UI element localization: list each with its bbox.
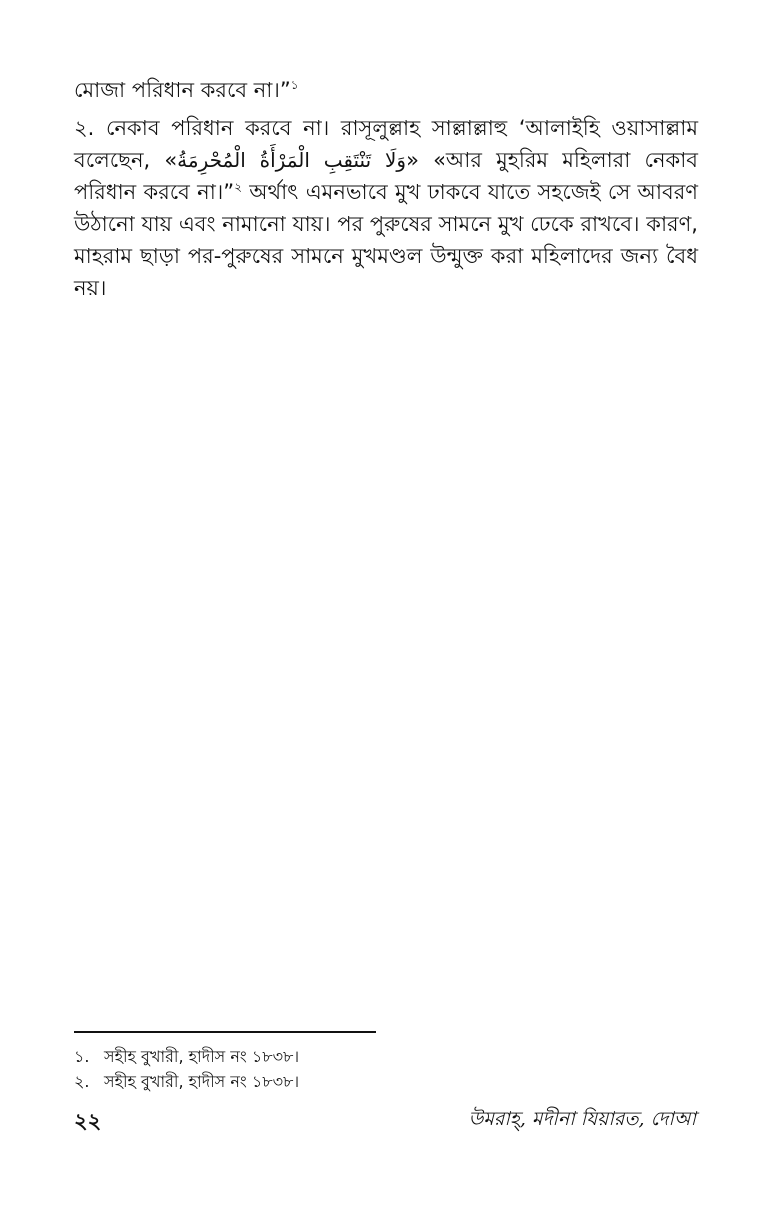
footnote-separator xyxy=(74,1031,376,1033)
footnote-number: ২. xyxy=(74,1072,90,1091)
footnote-number: ১. xyxy=(74,1047,90,1066)
footnote-ref-1: ১ xyxy=(290,78,299,92)
paragraph-1-text: মোজা পরিধান করবে না।” xyxy=(74,78,291,102)
paragraph-2-text-after-arabic: » «আর মুহরিম মহিলারা নেকাব পরিধান করবে না।” xyxy=(74,148,698,204)
footnotes xyxy=(74,1044,574,1094)
paragraph-2-text-before-arabic: ২. নেকাব পরিধান করবে না। রাসূলুল্লাহ সাল্লাল্লাহু ‘আলাইহি ওয়াসাল্লাম বলেছেন, « xyxy=(74,116,698,172)
footnote-item xyxy=(74,1044,574,1069)
paragraph-1 xyxy=(74,74,698,106)
page-number: ২২ xyxy=(74,1109,102,1133)
main-text xyxy=(74,74,698,304)
arabic-hadith-quote: وَلَا تَنْتَقِبِ الْمَرْأَةُ الْمُحْرِمَةُ xyxy=(177,148,407,172)
running-footer-title: উমরাহ্, মদীনা যিয়ারত, দোআ xyxy=(468,1108,696,1130)
footnote-item xyxy=(74,1069,574,1094)
footnote-text: সহীহ বুখারী, হাদীস নং ১৮৩৮। xyxy=(104,1072,300,1091)
footnote-text: সহীহ বুখারী, হাদীস নং ১৮৩৮। xyxy=(104,1047,300,1066)
footnote-ref-2: ২ xyxy=(234,180,242,194)
paragraph-2-text-end: অর্থাৎ এমনভাবে মুখ ঢাকবে যাতে সহজেই সে আবরণ উঠানো যায় এবং নামানো যায়। পর পুরুষের সামনে মুখ ঢেকে রাখবে। কারণ, মাহরাম ছাড়া পর-পুরুষের সামনে মুখমণ্ডল উন্মুক্ত করা মহিলাদের জন্য বৈধ নয়। xyxy=(74,180,698,300)
paragraph-2 xyxy=(74,112,698,304)
